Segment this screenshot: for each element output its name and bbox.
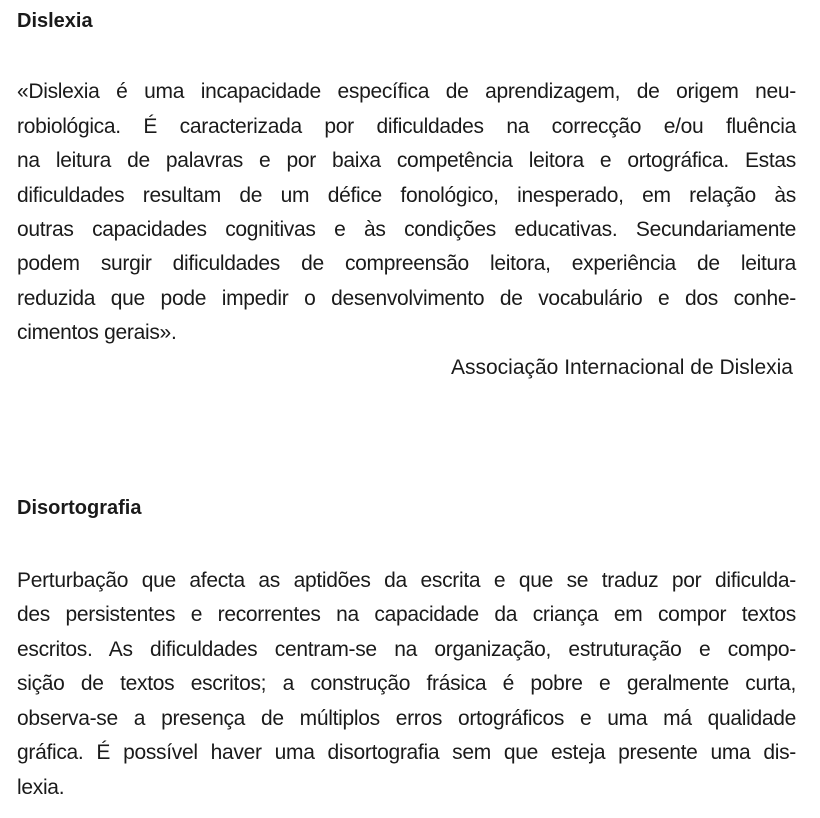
paragraph-line: lexia. — [17, 776, 65, 799]
paragraph-line: cimentos gerais». — [17, 321, 177, 344]
paragraph-line: Perturbação que afecta as aptidões da escrita e que se traduz por dificulda- — [17, 569, 796, 592]
paragraph-line: dificuldades resultam de um défice fonológico, inesperado, em relação às — [17, 184, 796, 207]
section-title-disortografia: Disortografia — [17, 497, 142, 519]
paragraph-line: robiológica. É caracterizada por dificuldades na correcção e/ou fluência — [17, 115, 796, 138]
paragraph-line: escritos. As dificuldades centram-se na organização, estruturação e compo- — [17, 638, 796, 661]
paragraph-line: reduzida que pode impedir o desenvolvimento de vocabulário e dos conhe- — [17, 287, 796, 310]
paragraph-line: outras capacidades cognitivas e às condições educativas. Secundariamente — [17, 218, 796, 241]
paragraph-line: na leitura de palavras e por baixa competência leitora e ortográfica. Estas — [17, 149, 796, 172]
paragraph-line: podem surgir dificuldades de compreensão leitora, experiência de leitura — [17, 252, 796, 275]
paragraph-line: des persistentes e recorrentes na capacidade da criança em compor textos — [17, 603, 796, 626]
paragraph-line: «Dislexia é uma incapacidade específica de aprendizagem, de origem neu- — [17, 80, 796, 103]
paragraph-line: gráfica. É possível haver uma disortografia sem que esteja presente uma dis- — [17, 741, 796, 764]
paragraph-line: observa-se a presença de múltiplos erros ortográficos e uma má qualidade — [17, 707, 796, 730]
attribution: Associação Internacional de Dislexia — [450, 356, 793, 379]
paragraph-line: sição de textos escritos; a construção frásica é pobre e geralmente curta, — [17, 672, 796, 695]
section-title-dislexia: Dislexia — [17, 10, 93, 32]
